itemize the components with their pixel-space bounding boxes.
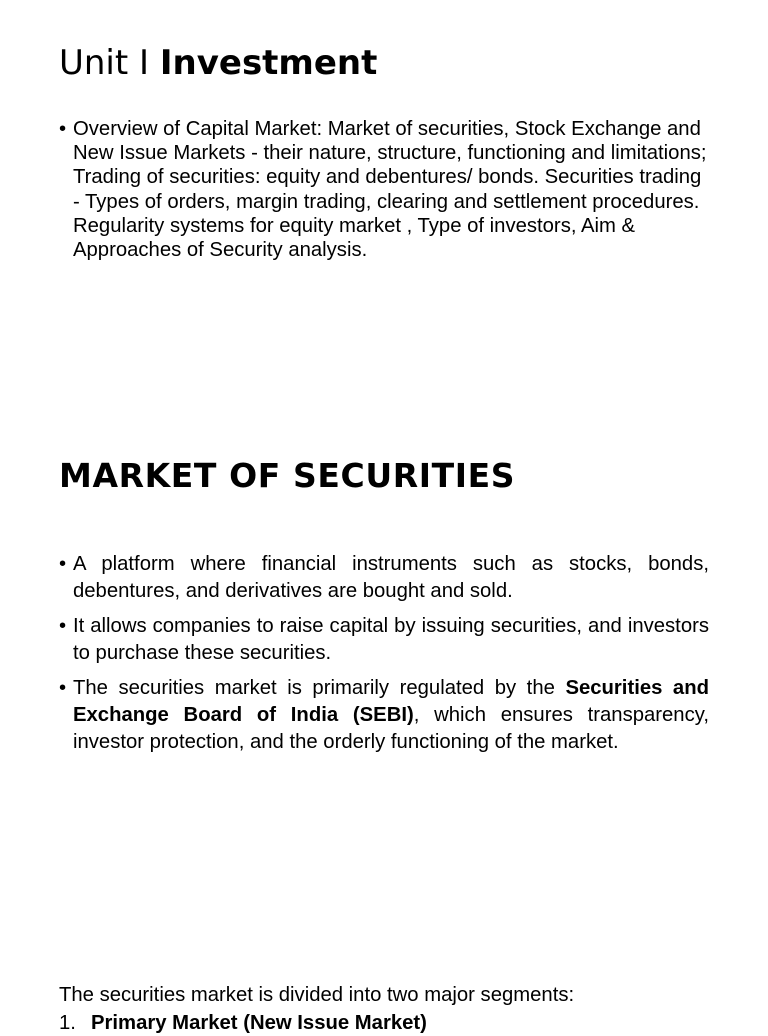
bullet-text-before: The securities market is primarily regulated by the <box>73 677 566 699</box>
bullet-item <box>59 675 709 756</box>
numbered-list <box>59 1010 427 1036</box>
bullet-item <box>59 551 709 605</box>
bullet-text: Overview of Capital Market: Market of securities, Stock Exchange and New Issue Markets - their nature, structure, functioning and limitations; Trading of securities: equity and debentures/ bonds. Securities trading - Types of orders, margin trading, clearing and settlement procedures. Regularity systems for equity market , Type of investors, Aim & Approaches of Security analysis. <box>73 118 707 262</box>
bullet-text-bold: Securities and Exchange Board of India (SEBI) <box>73 677 709 726</box>
slide-title: MARKET OF SECURITIES <box>59 456 516 495</box>
title-bold: Investment <box>159 43 378 83</box>
list-item <box>59 1010 427 1036</box>
bullet-item <box>59 117 709 262</box>
slide-market-of-securities <box>0 420 768 960</box>
bullet-text: It allows companies to raise capital by issuing securities, and investors to purchase these securities. <box>73 615 709 664</box>
bullet-icon: • <box>59 615 67 637</box>
bullet-list <box>59 117 709 262</box>
bullet-list <box>59 551 709 756</box>
slide-market-segments <box>0 960 768 1034</box>
list-number: 1. <box>59 1012 76 1034</box>
bullet-icon: • <box>59 677 67 699</box>
intro-text: The securities market is divided into two major segments: <box>59 984 575 1006</box>
slide-unit-overview <box>0 0 768 400</box>
bullet-icon: • <box>59 553 67 575</box>
title-prefix: Unit I <box>59 43 160 83</box>
bullet-text: A platform where financial instruments such as stocks, bonds, debentures, and derivatives are bought and sold. <box>73 553 709 602</box>
bullet-icon: • <box>59 118 67 140</box>
bullet-text-after: , which ensures transparency, investor protection, and the orderly functioning of the market. <box>73 704 709 753</box>
list-text: Primary Market (New Issue Market) <box>91 1012 427 1034</box>
bullet-item <box>59 613 709 667</box>
slide-title <box>59 40 377 86</box>
